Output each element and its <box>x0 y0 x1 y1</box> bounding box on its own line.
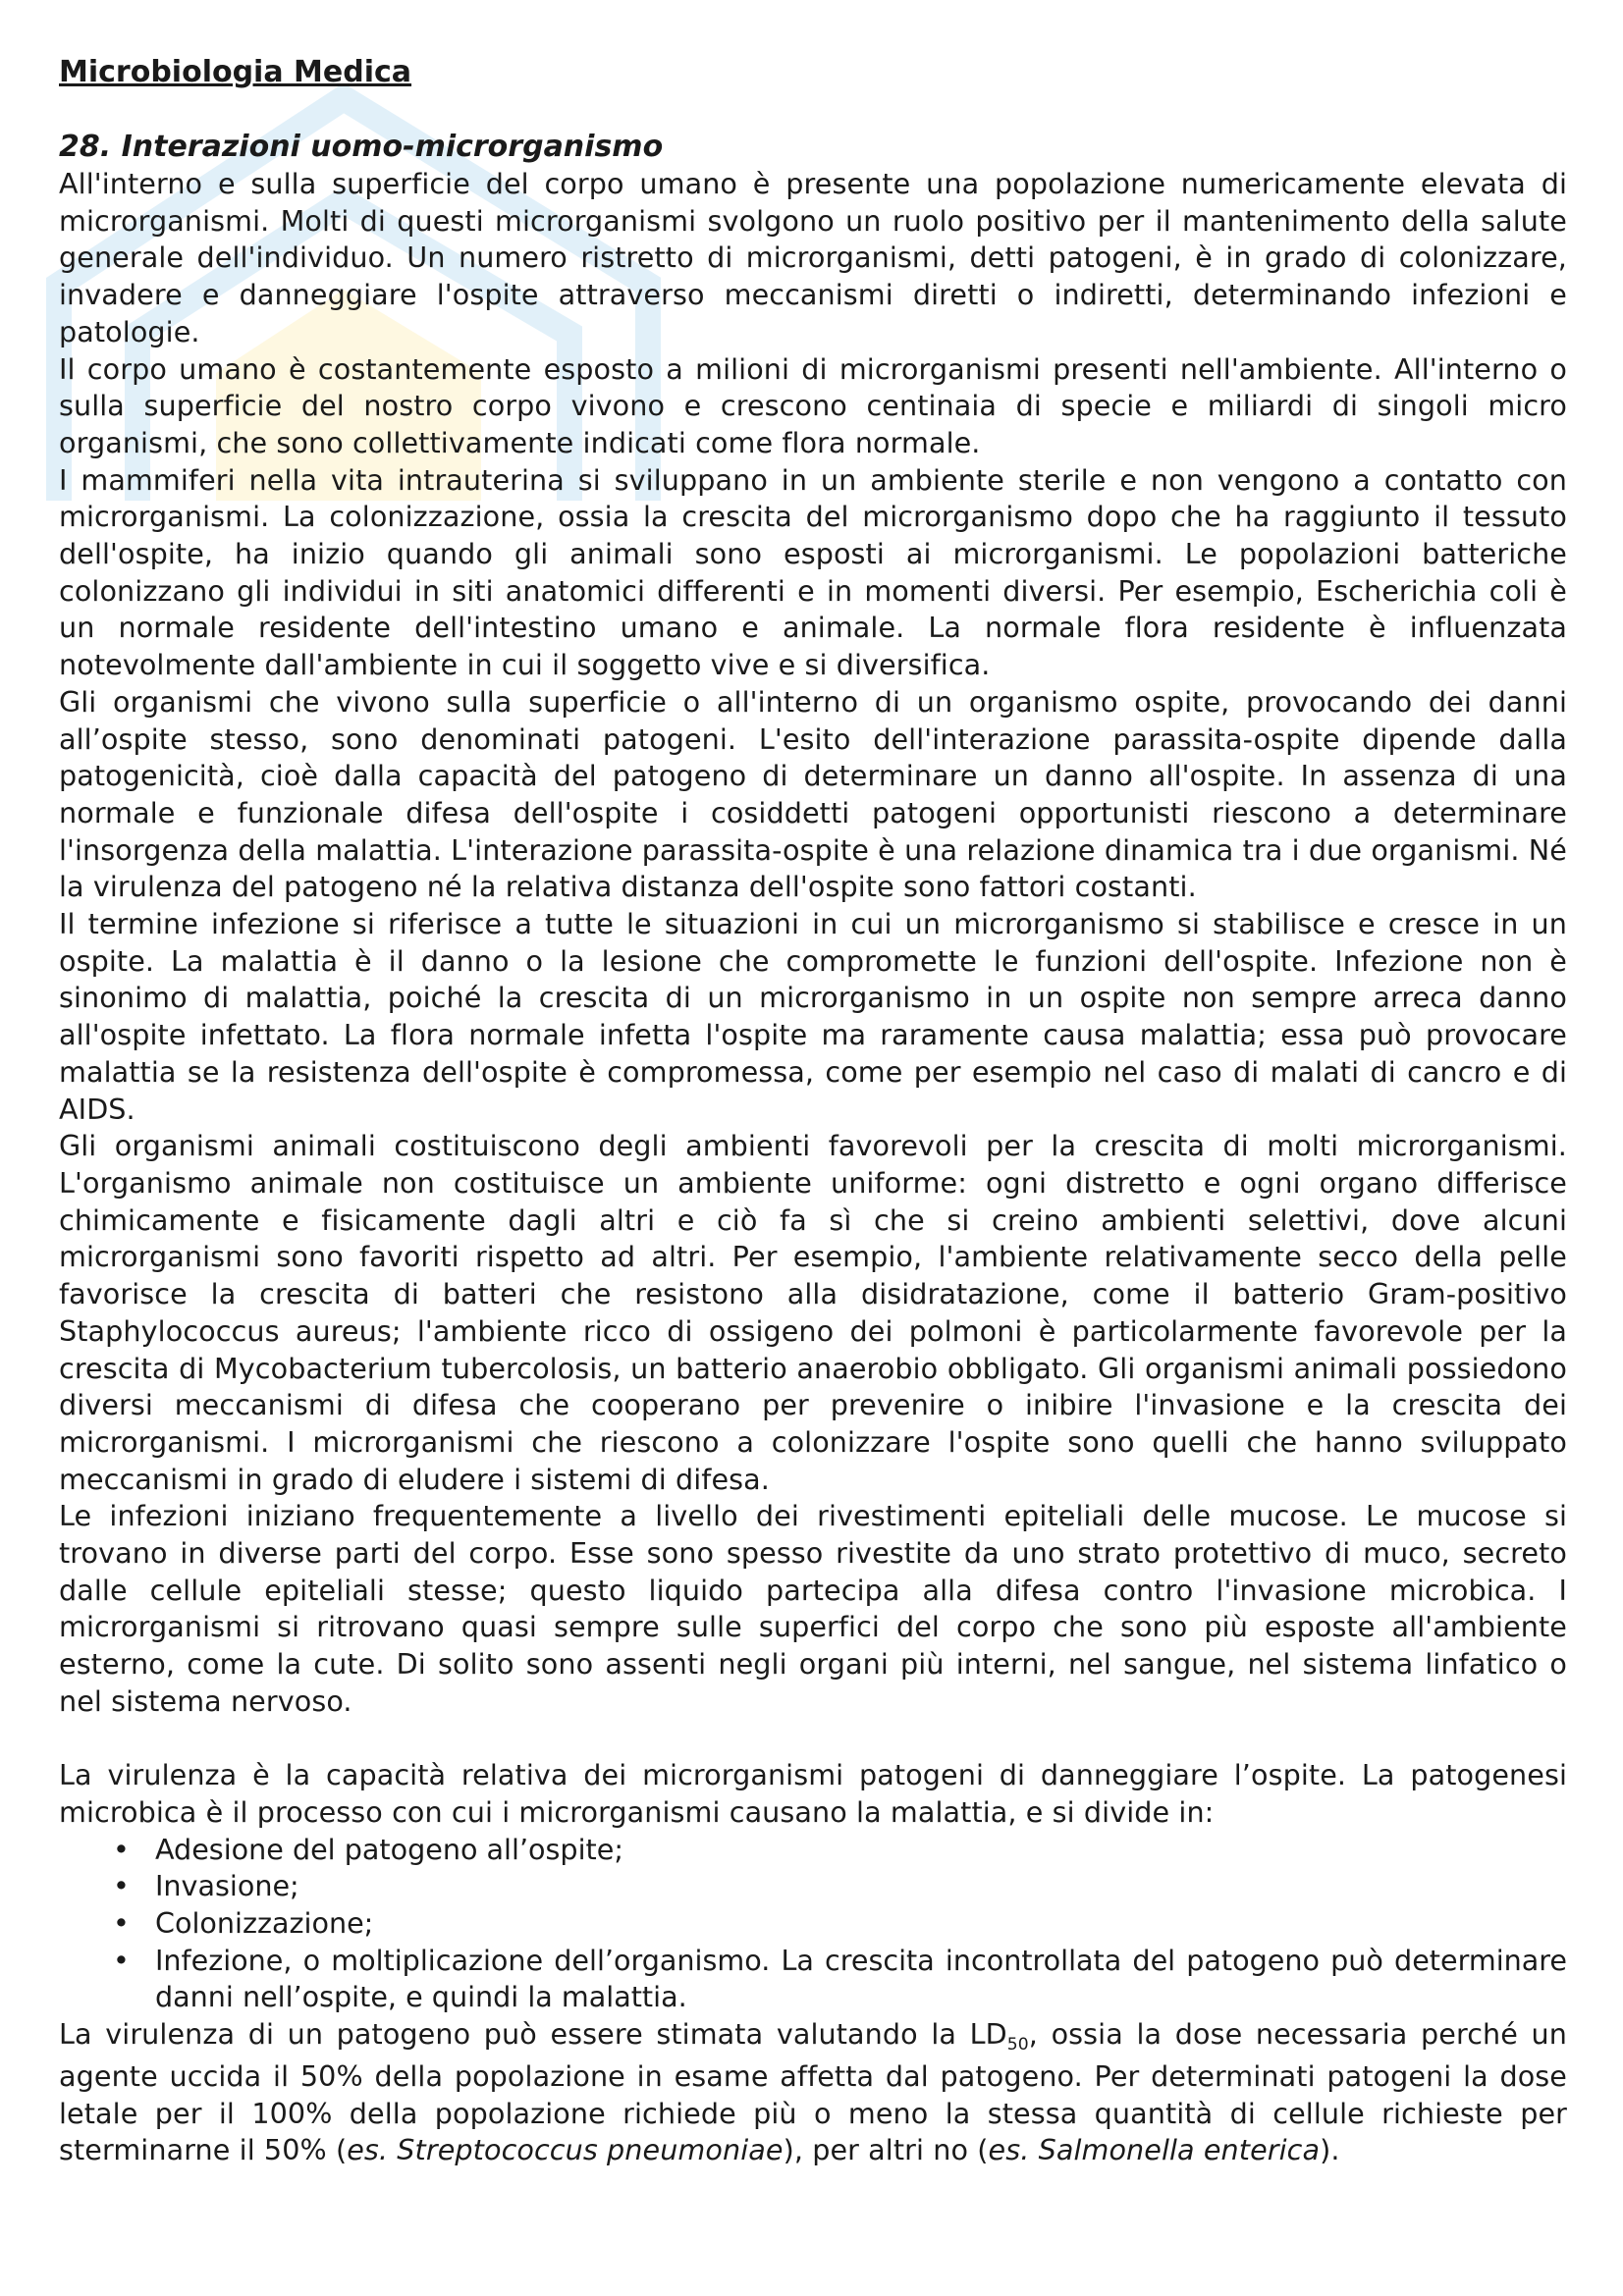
paragraph: Il termine infezione si riferisce a tutte le situazioni in cui un microrganismo si stabilisce e cresce in un ospite. La malattia è il danno o la lesione che compromette le funzioni dell'ospite. Infezione non è sinonimo di malattia, poiché la crescita di un microrganismo in un ospite non sempre arreca danno all'ospite infettato. La flora normale infetta l'ospite ma raramente causa malattia; essa può provocare malattia se la resistenza dell'ospite è compromessa, come per esempio nel caso di malati di cancro e di AIDS. <box>59 907 1567 1126</box>
example-italic: es. Salmonella enterica <box>988 2133 1321 2167</box>
bullet-list <box>59 1832 1567 2017</box>
list-item-text: Adesione del patogeno all’ospite; <box>155 1832 623 1866</box>
bullet-icon: • <box>113 1943 130 1977</box>
text-run: ). <box>1320 2133 1340 2167</box>
list-item-text: Infezione, o moltiplicazione dell’organismo. La crescita incontrollata del patogeno può determinare danni nell’ospite, e quindi la malattia. <box>155 1943 1567 2014</box>
bullet-icon: • <box>113 1832 130 1866</box>
list-item-text: Colonizzazione; <box>155 1906 374 1941</box>
list-item <box>59 1868 1567 1905</box>
text-run: ), per altri no ( <box>783 2133 989 2167</box>
document-title: Microbiologia Medica <box>59 55 412 89</box>
list-item <box>59 1832 1567 1869</box>
list-item <box>59 1905 1567 1943</box>
bullet-icon: • <box>113 1869 130 1903</box>
paragraph: La virulenza è la capacità relativa dei microrganismi patogeni di danneggiare l’ospite. La patogenesi microbica è il processo con cui i microrganismi causano la malattia, e si divide in: <box>59 1758 1567 1829</box>
paragraph: Gli organismi che vivono sulla superficie o all'interno di un organismo ospite, provocando dei danni all’ospite stesso, sono denominati patogeni. L'esito dell'interazione parassita-ospite dipende dalla patogenicità, cioè dalla capacità del patogeno di determinare un danno all'ospite. In assenza di una normale e funzionale difesa dell'ospite i cosiddetti patogeni opportunisti riescono a determinare l'insorgenza della malattia. L'interazione parassita-ospite è una relazione dinamica tra i due organismi. Né la virulenza del patogeno né la relativa distanza dell'ospite sono fattori costanti. <box>59 684 1567 904</box>
paragraph-ld50 <box>59 2016 1567 2169</box>
example-italic: es. Streptococcus pneumoniae <box>347 2133 784 2167</box>
chapter-heading: 28. Interazioni uomo-microrganismo <box>59 130 664 164</box>
bullet-icon: • <box>113 1906 130 1941</box>
list-item-text: Invasione; <box>155 1869 299 1903</box>
paragraph: Le infezioni iniziano frequentemente a livello dei rivestimenti epiteliali delle mucose. Le mucose si trovano in diverse parti del corpo. Esse sono spesso rivestite da uno strato protettivo di muco, secreto dalle cellule epiteliali stesse; questo liquido partecipa alla difesa contro l'invasione microbica. I microrganismi si ritrovano quasi sempre sulle superfici del corpo che sono più esposte all'ambiente esterno, come la cute. Di solito sono assenti negli organi più interni, nel sangue, nel sistema linfatico o nel sistema nervoso. <box>59 1499 1567 1718</box>
text-run: La virulenza di un patogeno può essere stimata valutando la LD <box>59 2017 1007 2052</box>
subscript: 50 <box>1006 2035 1029 2056</box>
paragraph: Gli organismi animali costituiscono degli ambienti favorevoli per la crescita di molti microrganismi. L'organismo animale non costituisce un ambiente uniforme: ogni distretto e ogni organo differisce chimicamente e fisicamente dagli altri e ciò fa sì che si creino ambienti selettivi, dove alcuni microrganismi sono favoriti rispetto ad altri. Per esempio, l'ambiente relativamente secco della pelle favorisce la crescita di batteri che resistono alla disidratazione, come il batterio Gram-positivo Staphylococcus aureus; l'ambiente ricco di ossigeno dei polmoni è particolarmente favorevole per la crescita di Mycobacterium tubercolosis, un batterio anaerobio obbligato. Gli organismi animali possiedono diversi meccanismi di difesa che cooperano per prevenire o inibire l'invasione e la crescita dei microrganismi. I microrganismi che riescono a colonizzare l'ospite sono quelli che hanno sviluppato meccanismi in grado di eludere i sistemi di difesa. <box>59 1129 1567 1496</box>
document-page <box>59 54 1567 2169</box>
paragraph: Il corpo umano è costantemente esposto a milioni di microrganismi presenti nell'ambiente. All'interno o sulla superficie del nostro corpo vivono e crescono centinaia di specie e miliardi di singoli micro organismi, che sono collettivamente indicati come flora normale. <box>59 351 1567 459</box>
text-run: , ossia la dose necessaria perché un agente uccida il 50% della popolazione in esame affetta dal patogeno. Per determinati patogeni la dose letale per il 100% della popolazione richiede più o meno la stessa quantità di cellule richieste per sterminarne il 50% ( <box>59 2017 1567 2167</box>
paragraph: All'interno e sulla superficie del corpo umano è presente una popolazione numericamente elevata di microrganismi. Molti di questi microrganismi svolgono un ruolo positivo per il mantenimento della salute generale dell'individuo. Un numero ristretto di microrganismi, detti patogeni, è in grado di colonizzare, invadere e danneggiare l'ospite attraverso meccanismi diretti o indiretti, determinando infezioni e patologie. <box>59 167 1567 348</box>
list-item <box>59 1943 1567 2016</box>
paragraph: I mammiferi nella vita intrauterina si sviluppano in un ambiente sterile e non vengono a contatto con microrganismi. La colonizzazione, ossia la crescita del microrganismo dopo che ha raggiunto il tessuto dell'ospite, ha inizio quando gli animali sono esposti ai microrganismi. Le popolazioni batteriche colonizzano gli individui in siti anatomici differenti e in momenti diversi. Per esempio, Escherichia coli è un normale residente dell'intestino umano e animale. La normale flora residente è influenzata notevolmente dall'ambiente in cui il soggetto vive e si diversifica. <box>59 462 1567 682</box>
